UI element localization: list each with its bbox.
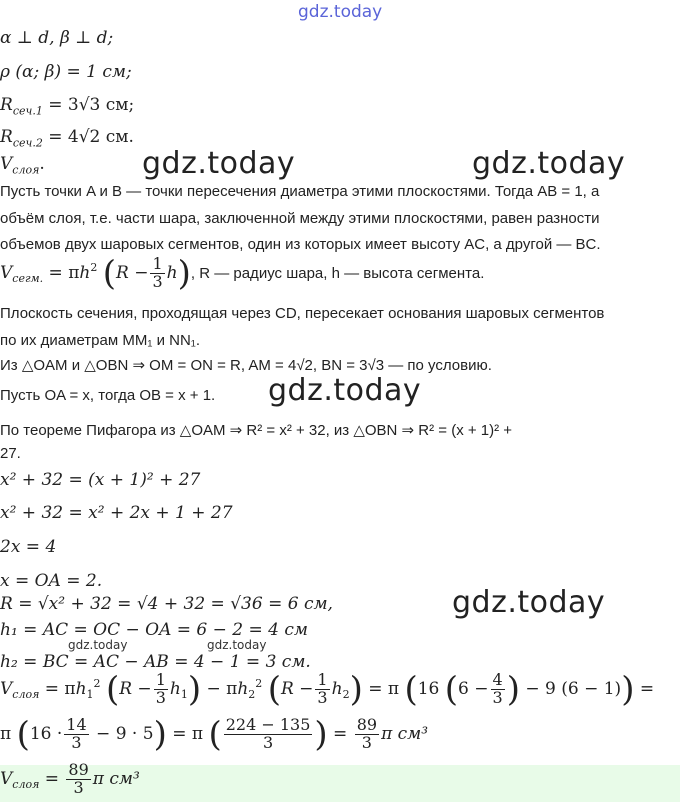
watermark-3: gdz.today	[268, 373, 422, 408]
given-line-5: $V_{слоя}$.	[0, 154, 45, 177]
paragraph-line-5: по их диаметрам MM₁ и NN₁.	[0, 332, 201, 349]
paragraph-line-4: Плоскость сечения, проходящая через CD, пересекает основания шаровых сегментов	[0, 305, 605, 322]
paragraph-line-2: объём слоя, т.е. части шара, заключенной между этими плоскостями, равен разности	[0, 210, 600, 227]
equation-7: h₂ = BC = AC − AB = 4 − 1 = 3 см.	[0, 652, 311, 672]
paragraph-line-8b: 27.	[0, 445, 21, 462]
given-line-1: α ⊥ d, β ⊥ d;	[0, 28, 114, 48]
equation-5: R = √x² + 32 = √4 + 32 = √36 = 6 см,	[0, 594, 333, 614]
paragraph-line-7: Пусть OA = x, тогда OB = x + 1.	[0, 387, 216, 404]
answer-formula: $V_{слоя}$ = $\frac{89}{3}$ π см³	[0, 760, 140, 797]
equation-4: x = OA = 2.	[0, 571, 103, 591]
header-watermark: gdz.today	[298, 2, 383, 22]
given-line-3: $R_{сеч.1} = 3√3$ см;	[0, 95, 135, 118]
watermark-1: gdz.today	[142, 146, 296, 181]
small-watermark-2: gdz.today	[207, 638, 267, 652]
paragraph-line-3: объемов двух шаровых сегментов, один из которых имеет высоту AC, а другой — BC.	[0, 236, 601, 253]
paragraph-line-1: Пусть точки A и B — точки пересечения диаметра этими плоскостями. Тогда AB = 1, а	[0, 183, 600, 200]
layer-volume-formula-2: π (16 · $\frac{14}{3}$ − 9 · 5) = π ( $\frac{224 - 135}{3}$ ) = $\frac{89}{3}$ π см³	[0, 714, 429, 755]
watermark-4: gdz.today	[452, 585, 606, 620]
given-line-2: ρ (α; β) = 1 см;	[0, 62, 132, 82]
segment-volume-formula: $V_{сегм.} = \pi h^2$ (R − $\frac{1}{3}$ h), R — радиус шара, h — высота сегмента.	[0, 253, 485, 294]
watermark-2: gdz.today	[472, 146, 626, 181]
given-line-4: $R_{сеч.2} = 4√2$ см.	[0, 127, 134, 150]
equation-2: x² + 32 = x² + 2x + 1 + 27	[0, 503, 233, 523]
equation-6: h₁ = AC = OC − OA = 6 − 2 = 4 см	[0, 620, 308, 640]
layer-volume-formula-1: $V_{слоя} = \pi h_1^2$ (R − $\frac{1}{3}$ $h_1) - \pi h_2^2$ (R − $\frac{1}{3}$ $h_2) = \pi$ (16 (6 − $\frac{4}{3}$ ) − 9 (6 − 1)) =	[0, 669, 655, 710]
equation-3: 2x = 4	[0, 537, 57, 557]
equation-1: x² + 32 = (x + 1)² + 27	[0, 470, 201, 490]
paragraph-line-6: Из △OAM и △OBN ⇒ OM = ON = R, AM = 4√2, BN = 3√3 — по условию.	[0, 357, 492, 374]
paragraph-line-8: По теореме Пифагора из △OAM ⇒ R² = x² + 32, из △OBN ⇒ R² = (x + 1)² +	[0, 422, 513, 439]
small-watermark-1: gdz.today	[68, 638, 128, 652]
